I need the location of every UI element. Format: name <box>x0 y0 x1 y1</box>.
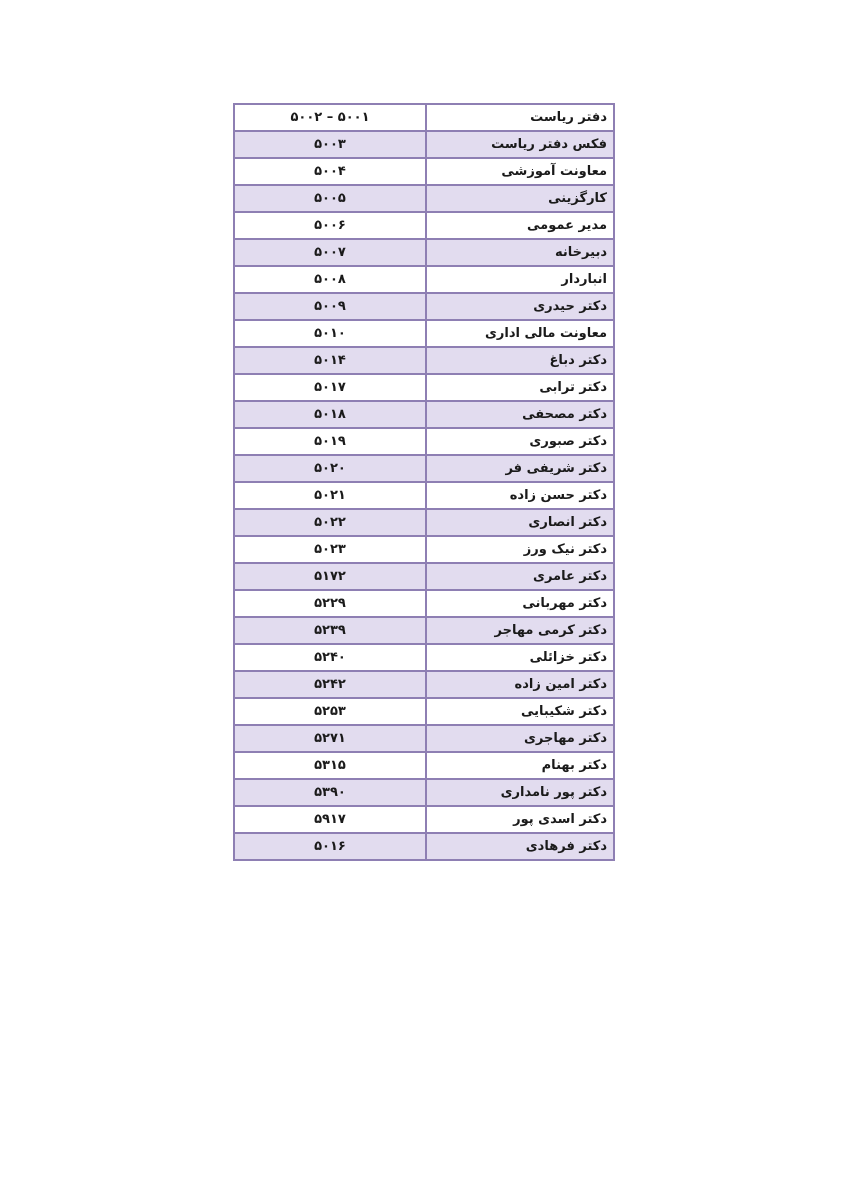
contact-name-cell: دکتر مهربانی <box>426 590 614 617</box>
extension-cell: ۵۰۱۸ <box>234 401 426 428</box>
table-row <box>234 509 614 536</box>
extension-cell: ۵۲۴۲ <box>234 671 426 698</box>
extension-cell: ۵۰۱۷ <box>234 374 426 401</box>
extension-cell: ۵۱۷۲ <box>234 563 426 590</box>
contact-name-cell: دکتر مهاجری <box>426 725 614 752</box>
contact-name-cell: دفتر ریاست <box>426 104 614 131</box>
extension-cell: ۵۳۹۰ <box>234 779 426 806</box>
table-row <box>234 185 614 212</box>
extension-cell: ۵۹۱۷ <box>234 806 426 833</box>
contact-name-cell: دکتر حیدری <box>426 293 614 320</box>
contact-name-cell: دکتر بهنام <box>426 752 614 779</box>
table-row <box>234 158 614 185</box>
contact-name-cell: مدیر عمومی <box>426 212 614 239</box>
table-row <box>234 644 614 671</box>
table-row <box>234 590 614 617</box>
contact-name-cell: دکتر پور نامداری <box>426 779 614 806</box>
extension-cell: ۵۰۰۹ <box>234 293 426 320</box>
contact-name-cell: دکتر شریفی فر <box>426 455 614 482</box>
extension-cell: ۵۳۱۵ <box>234 752 426 779</box>
table-row <box>234 320 614 347</box>
contact-name-cell: فکس دفتر ریاست <box>426 131 614 158</box>
extension-cell: ۵۰۰۵ <box>234 185 426 212</box>
extension-cell: ۵۰۰۱ – ۵۰۰۲ <box>234 104 426 131</box>
extension-cell: ۵۲۴۰ <box>234 644 426 671</box>
contact-name-cell: معاونت مالی اداری <box>426 320 614 347</box>
table-row <box>234 833 614 860</box>
table-row <box>234 293 614 320</box>
contact-name-cell: کارگزینی <box>426 185 614 212</box>
table-row <box>234 482 614 509</box>
phone-directory-body <box>234 104 614 860</box>
contact-name-cell: دکتر خزائلی <box>426 644 614 671</box>
table-row <box>234 347 614 374</box>
table-row <box>234 212 614 239</box>
table-row <box>234 401 614 428</box>
table-row <box>234 698 614 725</box>
contact-name-cell: دکتر شکیبایی <box>426 698 614 725</box>
extension-cell: ۵۰۱۰ <box>234 320 426 347</box>
table-row <box>234 806 614 833</box>
table-row <box>234 266 614 293</box>
table-row <box>234 563 614 590</box>
table-row <box>234 131 614 158</box>
contact-name-cell: دکتر انصاری <box>426 509 614 536</box>
extension-cell: ۵۰۲۲ <box>234 509 426 536</box>
contact-name-cell: انباردار <box>426 266 614 293</box>
table-row <box>234 455 614 482</box>
extension-cell: ۵۲۵۳ <box>234 698 426 725</box>
contact-name-cell: دکتر نیک ورز <box>426 536 614 563</box>
extension-cell: ۵۲۲۹ <box>234 590 426 617</box>
extension-cell: ۵۰۲۰ <box>234 455 426 482</box>
table-row <box>234 374 614 401</box>
contact-name-cell: دکتر حسن زاده <box>426 482 614 509</box>
table-row <box>234 779 614 806</box>
contact-name-cell: دکتر ترابی <box>426 374 614 401</box>
extension-cell: ۵۰۱۶ <box>234 833 426 860</box>
table-row <box>234 752 614 779</box>
contact-name-cell: دکتر کرمی مهاجر <box>426 617 614 644</box>
table-row <box>234 104 614 131</box>
extension-cell: ۵۰۰۸ <box>234 266 426 293</box>
extension-cell: ۵۰۰۷ <box>234 239 426 266</box>
contact-name-cell: دکتر امین زاده <box>426 671 614 698</box>
contact-name-cell: دکتر اسدی پور <box>426 806 614 833</box>
extension-cell: ۵۰۰۶ <box>234 212 426 239</box>
table-row <box>234 428 614 455</box>
extension-cell: ۵۲۳۹ <box>234 617 426 644</box>
extension-cell: ۵۰۰۴ <box>234 158 426 185</box>
extension-cell: ۵۰۲۳ <box>234 536 426 563</box>
contact-name-cell: دکتر صبوری <box>426 428 614 455</box>
extension-cell: ۵۰۲۱ <box>234 482 426 509</box>
contact-name-cell: معاونت آموزشی <box>426 158 614 185</box>
phone-directory-table <box>233 103 615 861</box>
contact-name-cell: دکتر مصحفی <box>426 401 614 428</box>
contact-name-cell: دبیرخانه <box>426 239 614 266</box>
contact-name-cell: دکتر عامری <box>426 563 614 590</box>
extension-cell: ۵۰۰۳ <box>234 131 426 158</box>
contact-name-cell: دکتر دباغ <box>426 347 614 374</box>
extension-cell: ۵۲۷۱ <box>234 725 426 752</box>
extension-cell: ۵۰۱۴ <box>234 347 426 374</box>
table-row <box>234 725 614 752</box>
table-row <box>234 239 614 266</box>
extension-cell: ۵۰۱۹ <box>234 428 426 455</box>
table-row <box>234 536 614 563</box>
table-row <box>234 671 614 698</box>
table-row <box>234 617 614 644</box>
contact-name-cell: دکتر فرهادی <box>426 833 614 860</box>
